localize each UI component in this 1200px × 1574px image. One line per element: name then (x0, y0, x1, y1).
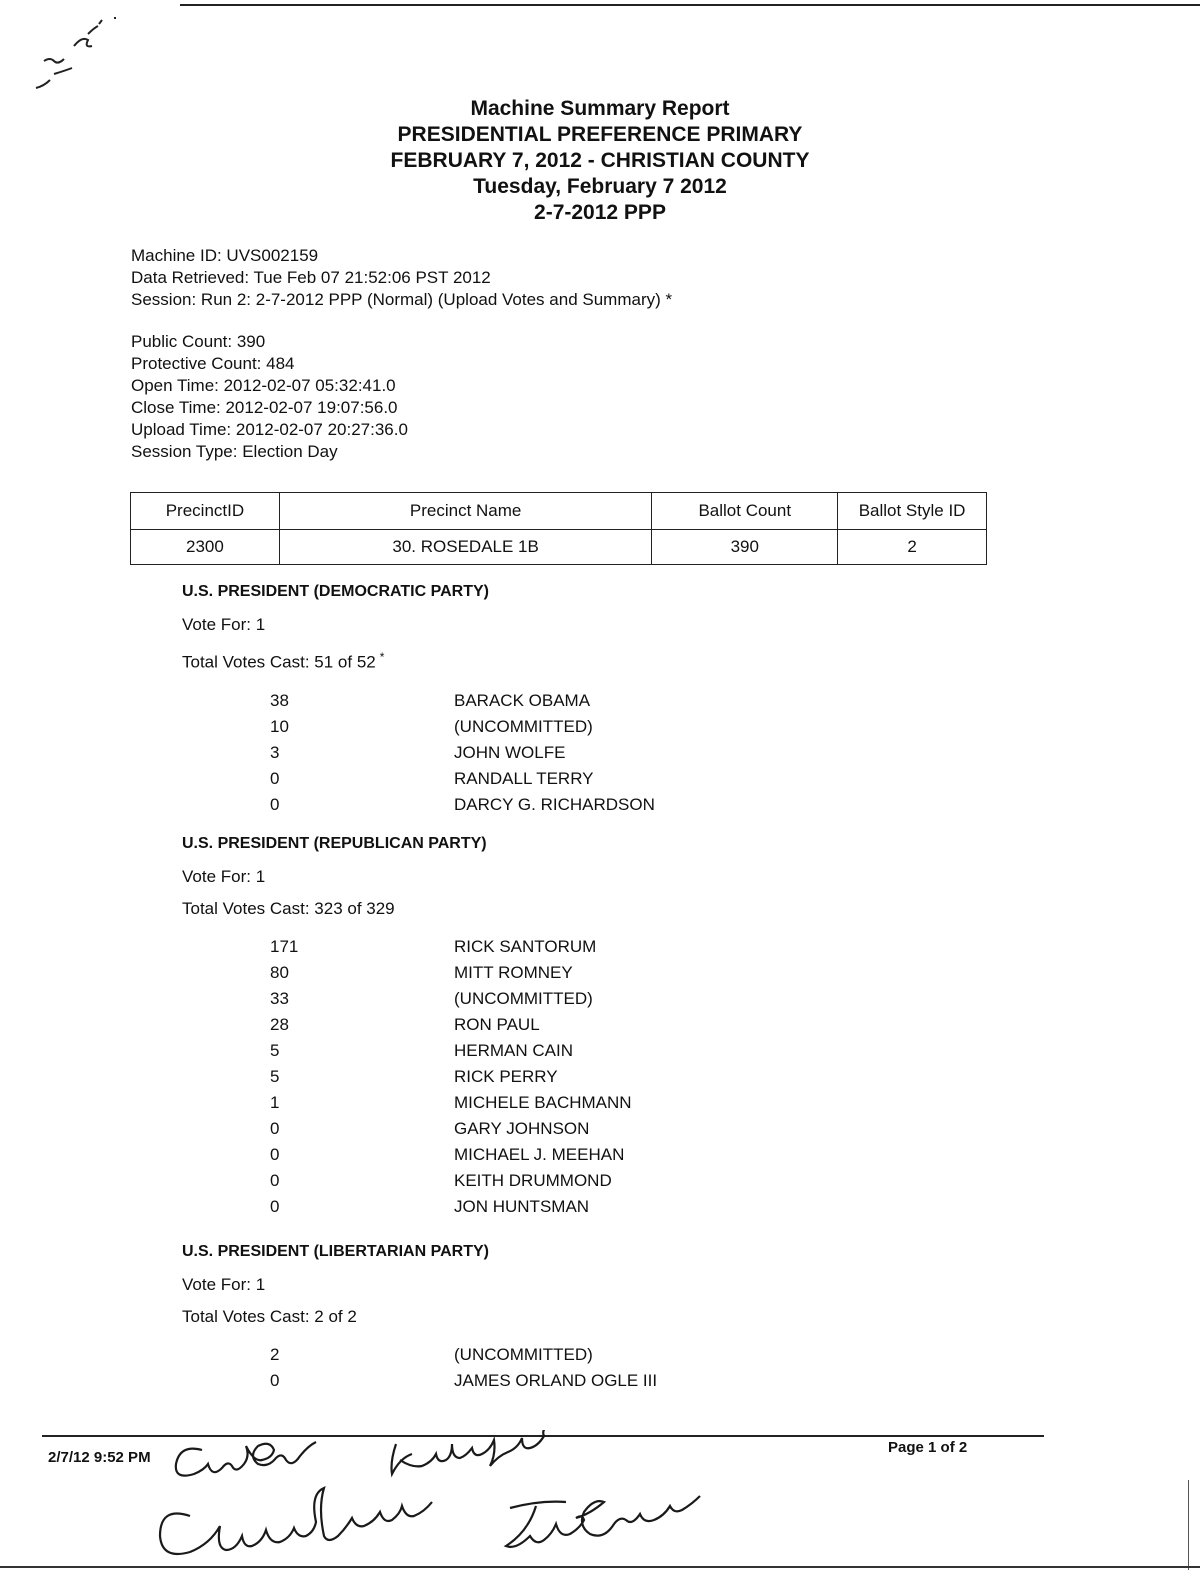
candidate-name: HERMAN CAIN (454, 1041, 574, 1060)
candidate-votes: 0 (270, 1371, 280, 1390)
candidate-votes: 0 (270, 794, 280, 814)
candidate-votes: 80 (270, 963, 289, 982)
print-timestamp: 2/7/12 9:52 PM (48, 1449, 151, 1466)
candidate-name: GARY JOHNSON (454, 1119, 590, 1138)
signature-2 (392, 1430, 557, 1474)
candidate-votes: 5 (270, 1041, 280, 1060)
candidate-votes: 38 (270, 690, 289, 710)
count-info (131, 331, 408, 463)
candidate-name: BARACK OBAMA (454, 690, 591, 710)
candidate-votes: 1 (270, 1093, 280, 1112)
candidate-name: JON HUNTSMAN (454, 1197, 590, 1216)
election-name: PRESIDENTIAL PREFERENCE PRIMARY (397, 123, 803, 146)
vote-for: Vote For: 1 (182, 867, 266, 886)
candidate-votes: 10 (270, 716, 289, 736)
list-item (182, 768, 982, 794)
total-votes-cast (182, 1306, 982, 1328)
machine-info (131, 245, 672, 311)
signature-4 (506, 1496, 700, 1547)
candidate-votes: 28 (270, 1015, 289, 1034)
ballot-count-cell: 390 (652, 530, 838, 565)
candidate-votes: 0 (270, 1119, 280, 1138)
candidate-votes: 171 (270, 937, 299, 956)
col-header-precinct-name: Precinct Name (279, 493, 652, 530)
list-item (182, 742, 982, 768)
candidate-name: MITT ROMNEY (454, 963, 573, 982)
list-item (182, 936, 982, 962)
col-header-precinct-id: PrecinctID (131, 493, 280, 530)
candidate-name: (UNCOMMITTED) (454, 716, 593, 736)
list-item (182, 794, 982, 820)
candidate-votes: 5 (270, 1067, 280, 1086)
bottom-edge-rule (0, 1566, 1200, 1568)
list-item (182, 1344, 982, 1370)
report-title: Machine Summary Report (470, 97, 730, 120)
candidate-name: KEITH DRUMMOND (454, 1171, 612, 1190)
list-item (182, 1014, 982, 1040)
vote-for: Vote For: 1 (182, 1275, 266, 1294)
protective-count: Protective Count: 484 (131, 354, 295, 373)
upload-time: Upload Time: 2012-02-07 20:27:36.0 (131, 420, 408, 439)
election-code: 2-7-2012 PPP (534, 201, 666, 224)
candidate-votes: 0 (270, 1171, 280, 1190)
candidate-name: RICK PERRY (454, 1067, 558, 1086)
list-item (182, 716, 982, 742)
list-item (182, 1066, 982, 1092)
candidate-name: JOHN WOLFE (454, 742, 566, 762)
handwritten-signatures (0, 1430, 800, 1570)
candidate-votes: 2 (270, 1345, 280, 1364)
signature-1 (176, 1442, 316, 1476)
candidate-list (182, 1344, 982, 1396)
total-votes-cast (182, 646, 982, 674)
top-edge-rule (180, 4, 1200, 6)
session-info: Session: Run 2: 2-7-2012 PPP (Normal) (Upload Votes and Summary) * (131, 290, 673, 309)
close-time: Close Time: 2012-02-07 19:07:56.0 (131, 398, 398, 417)
list-item (182, 1092, 982, 1118)
precinct-name-cell: 30. ROSEDALE 1B (279, 530, 652, 565)
race-title: U.S. PRESIDENT (DEMOCRATIC PARTY) (182, 583, 489, 600)
page-number: Page 1 of 2 (888, 1439, 968, 1456)
candidate-name: (UNCOMMITTED) (454, 1345, 593, 1364)
candidate-votes: 0 (270, 1145, 280, 1164)
list-item (182, 690, 982, 716)
race-republican (182, 834, 982, 1222)
open-time: Open Time: 2012-02-07 05:32:41.0 (131, 376, 396, 395)
col-header-ballot-count: Ballot Count (652, 493, 838, 530)
candidate-name: RANDALL TERRY (454, 768, 594, 788)
data-retrieved: Data Retrieved: Tue Feb 07 21:52:06 PST 2012 (131, 268, 491, 287)
table-row (131, 530, 987, 565)
list-item (182, 1370, 982, 1396)
candidate-votes: 33 (270, 989, 289, 1008)
signature-3 (160, 1488, 432, 1554)
total-votes-mark: * (379, 650, 385, 664)
candidate-list (182, 690, 982, 820)
race-libertarian (182, 1242, 982, 1396)
vote-for: Vote For: 1 (182, 615, 266, 634)
total-votes-cast (182, 898, 982, 920)
machine-id: Machine ID: UVS002159 (131, 246, 319, 265)
candidate-votes: 3 (270, 742, 280, 762)
report-header (0, 96, 1200, 226)
candidate-votes: 0 (270, 768, 280, 788)
precinct-id-cell: 2300 (131, 530, 280, 565)
public-count: Public Count: 390 (131, 332, 266, 351)
candidate-list (182, 936, 982, 1222)
election-day: Tuesday, February 7 2012 (473, 175, 727, 198)
list-item (182, 1144, 982, 1170)
list-item (182, 962, 982, 988)
right-edge-mark (1188, 1480, 1189, 1570)
list-item (182, 1170, 982, 1196)
list-item (182, 1040, 982, 1066)
candidate-name: MICHAEL J. MEEHAN (454, 1145, 625, 1164)
total-votes-text: Total Votes Cast: 51 of 52 (182, 652, 376, 672)
election-date-county: FEBRUARY 7, 2012 - CHRISTIAN COUNTY (390, 149, 810, 172)
candidate-name: DARCY G. RICHARDSON (454, 794, 655, 814)
race-democratic (182, 582, 982, 820)
candidate-name: (UNCOMMITTED) (454, 989, 593, 1008)
list-item (182, 988, 982, 1014)
precinct-table-header (131, 493, 987, 530)
session-type: Session Type: Election Day (131, 442, 338, 461)
candidate-votes: 0 (270, 1197, 280, 1216)
total-votes-text: Total Votes Cast: 323 of 329 (182, 899, 395, 918)
race-title: U.S. PRESIDENT (REPUBLICAN PARTY) (182, 835, 487, 852)
precinct-table (130, 492, 987, 565)
candidate-name: RICK SANTORUM (454, 937, 597, 956)
candidate-name: MICHELE BACHMANN (454, 1093, 632, 1112)
list-item (182, 1196, 982, 1222)
candidate-name: RON PAUL (454, 1015, 540, 1034)
total-votes-text: Total Votes Cast: 2 of 2 (182, 1307, 357, 1326)
col-header-ballot-style-id: Ballot Style ID (838, 493, 987, 530)
handwritten-mark (14, 6, 124, 101)
list-item (182, 1118, 982, 1144)
race-title: U.S. PRESIDENT (LIBERTARIAN PARTY) (182, 1243, 489, 1260)
ballot-style-cell: 2 (838, 530, 987, 565)
candidate-name: JAMES ORLAND OGLE III (454, 1371, 658, 1390)
